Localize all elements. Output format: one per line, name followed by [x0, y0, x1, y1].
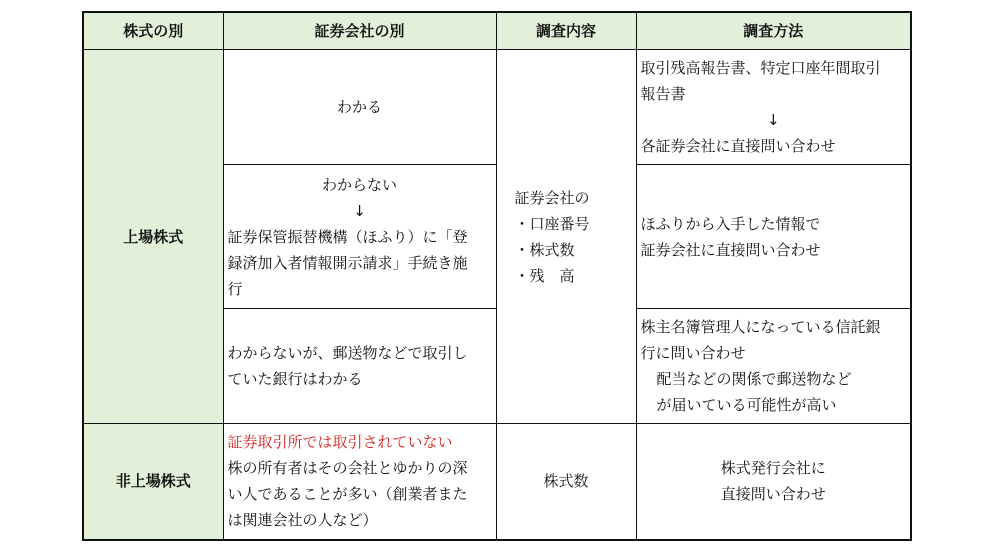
not-traded-note: 証券取引所では取引されていない — [227, 433, 453, 452]
cell-line: 行 — [227, 279, 243, 298]
listed-method-bank — [636, 309, 911, 424]
cell-line: 株主名簿管理人になっている信託銀 — [640, 318, 881, 336]
cell-line: ていた銀行はわかる — [227, 370, 363, 388]
cell-line: 株式発行会社に — [720, 459, 826, 478]
cell-line: 各証券会社に直接問い合わせ — [640, 137, 836, 155]
header-investigation-content: 調査内容 — [496, 12, 636, 50]
cell-line: ほふりから入手した情報で — [640, 214, 821, 233]
listed-method-known — [636, 50, 911, 165]
cell-line: 証券会社に直接問い合わせ — [640, 240, 821, 259]
header-securities-company: 証券会社の別 — [223, 12, 496, 50]
cell-line: ・口座番号 — [514, 214, 590, 233]
cell-line: 直接問い合わせ — [720, 485, 826, 504]
listed-investigation-content — [496, 50, 636, 424]
cell-line: い人であることが多い（創業者また — [227, 485, 468, 504]
cell-note: が届いている可能性が高い — [656, 396, 837, 414]
header-row — [83, 12, 911, 50]
listed-company-known — [223, 50, 496, 165]
stock-investigation-table — [82, 11, 912, 541]
cell-line: わかる — [336, 98, 382, 116]
header-stock-type: 株式の別 — [83, 12, 223, 50]
cell-line: ・株式数 — [514, 240, 575, 259]
header-investigation-method: 調査方法 — [636, 12, 911, 50]
unlisted-method — [636, 424, 911, 540]
cell-line: 証券保管振替機構（ほふり）に「登 — [227, 227, 468, 246]
cell-line: わからない — [321, 175, 397, 194]
unlisted-investigation-content: 株式数 — [496, 424, 636, 540]
unlisted-company — [223, 424, 496, 540]
cell-line: は関連会社の人など） — [227, 511, 378, 530]
table-row — [83, 50, 911, 165]
cell-line: 報告書 — [640, 85, 686, 103]
listed-stock-label: 上場株式 — [83, 50, 223, 424]
cell-line: ・残 高 — [514, 266, 575, 285]
cell-line: 証券会社の — [514, 188, 590, 207]
cell-line: 録済加入者情報開示請求」手続き施 — [227, 253, 468, 272]
cell-line: わからないが、郵送物などで取引し — [227, 344, 468, 362]
cell-line: 取引残高報告書、特定口座年間取引 — [640, 59, 881, 77]
cell-note: 配当などの関係で郵送物など — [656, 370, 852, 388]
down-arrow: ↓ — [353, 201, 366, 220]
listed-company-unknown — [223, 165, 496, 309]
unlisted-stock-label: 非上場株式 — [83, 424, 223, 540]
listed-company-bank-known — [223, 309, 496, 424]
cell-line: 行に問い合わせ — [640, 344, 746, 362]
cell-line: 株の所有者はその会社とゆかりの深 — [227, 459, 468, 478]
table-row — [83, 424, 911, 540]
down-arrow: ↓ — [766, 111, 780, 129]
listed-method-unknown — [636, 165, 911, 309]
